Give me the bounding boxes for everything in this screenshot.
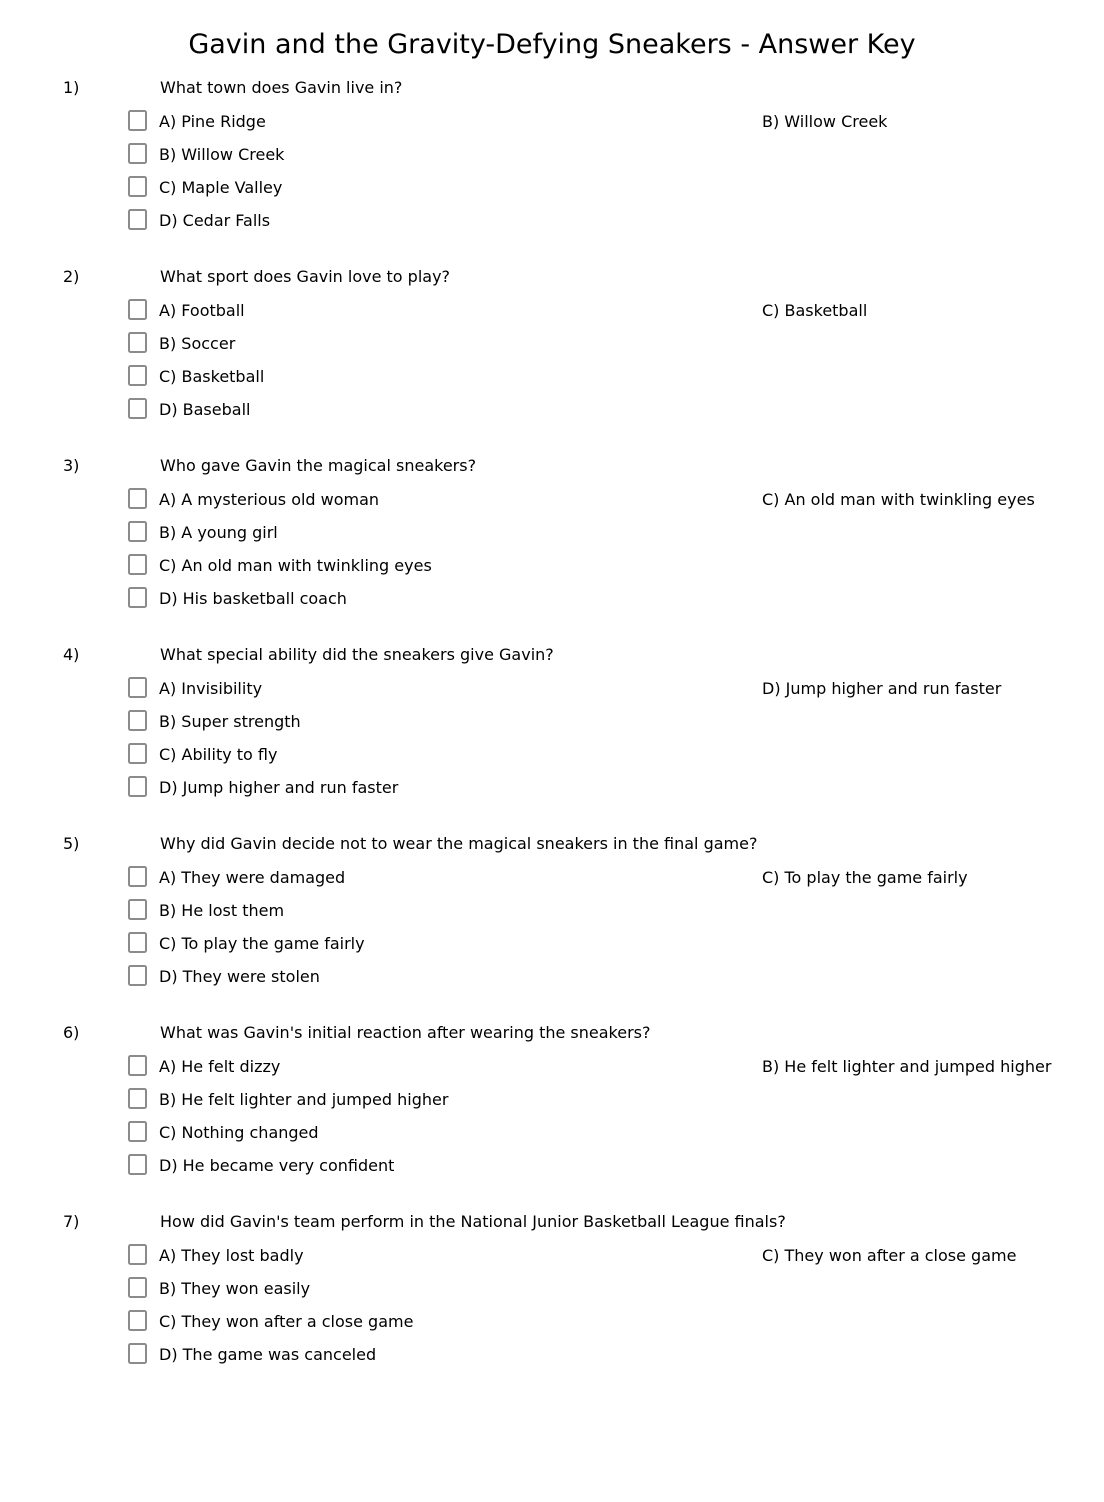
question-number: 7) [63,1212,80,1231]
checkbox-icon[interactable] [128,965,147,986]
checkbox-icon[interactable] [128,1277,147,1298]
option-row [128,709,1104,734]
question-text: What town does Gavin live in? [160,78,403,97]
option-a [128,109,762,134]
option-row [128,298,1104,323]
option-d [128,775,762,800]
option-label: D) He became very confident [159,1156,395,1175]
option-c [128,1309,762,1334]
question-text: Why did Gavin decide not to wear the magical sneakers in the final game? [160,834,758,853]
question-block-2 [0,267,1104,422]
option-b [128,520,762,545]
checkbox-icon[interactable] [128,110,147,131]
checkbox-icon[interactable] [128,1310,147,1331]
checkbox-icon[interactable] [128,176,147,197]
option-label: D) Jump higher and run faster [159,778,399,797]
checkbox-icon[interactable] [128,866,147,887]
checkbox-icon[interactable] [128,1244,147,1265]
question-text: What special ability did the sneakers give Gavin? [160,645,554,664]
option-label: C) They won after a close game [159,1312,414,1331]
option-row [128,1342,1104,1367]
checkbox-icon[interactable] [128,398,147,419]
option-row [128,775,1104,800]
options-list [0,487,1104,611]
option-d [128,586,762,611]
option-a [128,487,762,512]
option-label: A) A mysterious old woman [159,490,380,509]
question-text: What sport does Gavin love to play? [160,267,451,286]
option-label: B) He felt lighter and jumped higher [159,1090,449,1109]
option-row [128,331,1104,356]
checkbox-icon[interactable] [128,209,147,230]
options-list [0,1054,1104,1178]
options-list [0,676,1104,800]
checkbox-icon[interactable] [128,899,147,920]
correct-answer: B) Willow Creek [762,112,888,131]
question-block-4 [0,645,1104,800]
checkbox-icon[interactable] [128,554,147,575]
checkbox-icon[interactable] [128,710,147,731]
option-b [128,1087,762,1112]
option-label: A) Pine Ridge [159,112,266,131]
option-label: A) He felt dizzy [159,1057,281,1076]
checkbox-icon[interactable] [128,1088,147,1109]
page-title: Gavin and the Gravity-Defying Sneakers - Answer Key [188,29,916,60]
option-row [128,397,1104,422]
option-row [128,931,1104,956]
question-text: What was Gavin's initial reaction after wearing the sneakers? [160,1023,651,1042]
option-row [128,487,1104,512]
checkbox-icon[interactable] [128,1121,147,1142]
question-text: How did Gavin's team perform in the National Junior Basketball League finals? [160,1212,786,1231]
question-block-3 [0,456,1104,611]
checkbox-icon[interactable] [128,332,147,353]
option-row [128,898,1104,923]
options-list [0,1243,1104,1367]
option-c [128,175,762,200]
option-row [128,142,1104,167]
option-row [128,553,1104,578]
option-b [128,898,762,923]
correct-answer: B) He felt lighter and jumped higher [762,1057,1052,1076]
question-number: 5) [63,834,80,853]
question-block-5 [0,834,1104,989]
option-label: C) Maple Valley [159,178,283,197]
option-d [128,208,762,233]
question-header [0,645,1104,665]
correct-answer: C) An old man with twinkling eyes [762,490,1035,509]
question-text: Who gave Gavin the magical sneakers? [160,456,477,475]
checkbox-icon[interactable] [128,1055,147,1076]
option-b [128,709,762,734]
correct-answer: C) They won after a close game [762,1246,1017,1265]
option-label: C) Basketball [159,367,265,386]
option-d [128,964,762,989]
question-number: 3) [63,456,80,475]
question-block-7 [0,1212,1104,1367]
option-a [128,298,762,323]
option-a [128,676,762,701]
option-row [128,364,1104,389]
option-a [128,1243,762,1268]
correct-answer: C) To play the game fairly [762,868,968,887]
question-number: 4) [63,645,80,664]
question-header [0,267,1104,287]
checkbox-icon[interactable] [128,299,147,320]
option-c [128,1120,762,1145]
option-row [128,1087,1104,1112]
option-row [128,1276,1104,1301]
correct-answer: D) Jump higher and run faster [762,679,1002,698]
option-b [128,331,762,356]
options-list [0,865,1104,989]
option-label: C) An old man with twinkling eyes [159,556,432,575]
checkbox-icon[interactable] [128,587,147,608]
option-b [128,1276,762,1301]
option-label: B) Super strength [159,712,301,731]
option-row [128,520,1104,545]
checkbox-icon[interactable] [128,143,147,164]
checkbox-icon[interactable] [128,488,147,509]
correct-answer: C) Basketball [762,301,868,320]
option-b [128,142,762,167]
option-d [128,1342,762,1367]
option-label: B) They won easily [159,1279,311,1298]
option-row [128,1054,1104,1079]
checkbox-icon[interactable] [128,932,147,953]
checkbox-icon[interactable] [128,776,147,797]
options-list [0,109,1104,233]
option-row [128,964,1104,989]
question-header [0,456,1104,476]
options-list [0,298,1104,422]
checkbox-icon[interactable] [128,365,147,386]
option-row [128,1243,1104,1268]
question-number: 1) [63,78,80,97]
option-label: C) Nothing changed [159,1123,319,1142]
question-number: 6) [63,1023,80,1042]
option-row [128,742,1104,767]
option-a [128,1054,762,1079]
option-label: C) To play the game fairly [159,934,365,953]
question-number: 2) [63,267,80,286]
checkbox-icon[interactable] [128,1343,147,1364]
option-label: A) They were damaged [159,868,346,887]
option-label: B) He lost them [159,901,285,920]
option-c [128,742,762,767]
option-label: A) They lost badly [159,1246,304,1265]
option-label: B) Soccer [159,334,236,353]
checkbox-icon[interactable] [128,677,147,698]
question-header [0,1023,1104,1043]
option-row [128,676,1104,701]
option-d [128,397,762,422]
option-row [128,1309,1104,1334]
option-label: A) Invisibility [159,679,263,698]
question-header [0,78,1104,98]
checkbox-icon[interactable] [128,1154,147,1175]
option-label: D) The game was canceled [159,1345,377,1364]
option-label: B) A young girl [159,523,278,542]
checkbox-icon[interactable] [128,743,147,764]
option-row [128,1120,1104,1145]
option-label: D) Cedar Falls [159,211,271,230]
question-header [0,1212,1104,1232]
question-block-1 [0,78,1104,233]
option-row [128,1153,1104,1178]
option-label: C) Ability to fly [159,745,278,764]
question-block-6 [0,1023,1104,1178]
option-label: D) His basketball coach [159,589,347,608]
option-label: D) Baseball [159,400,251,419]
checkbox-icon[interactable] [128,521,147,542]
option-row [128,175,1104,200]
option-c [128,931,762,956]
option-label: D) They were stolen [159,967,320,986]
option-label: A) Football [159,301,245,320]
option-row [128,109,1104,134]
option-c [128,553,762,578]
option-d [128,1153,762,1178]
option-row [128,208,1104,233]
question-header [0,834,1104,854]
option-c [128,364,762,389]
option-row [128,586,1104,611]
option-row [128,865,1104,890]
option-label: B) Willow Creek [159,145,285,164]
option-a [128,865,762,890]
